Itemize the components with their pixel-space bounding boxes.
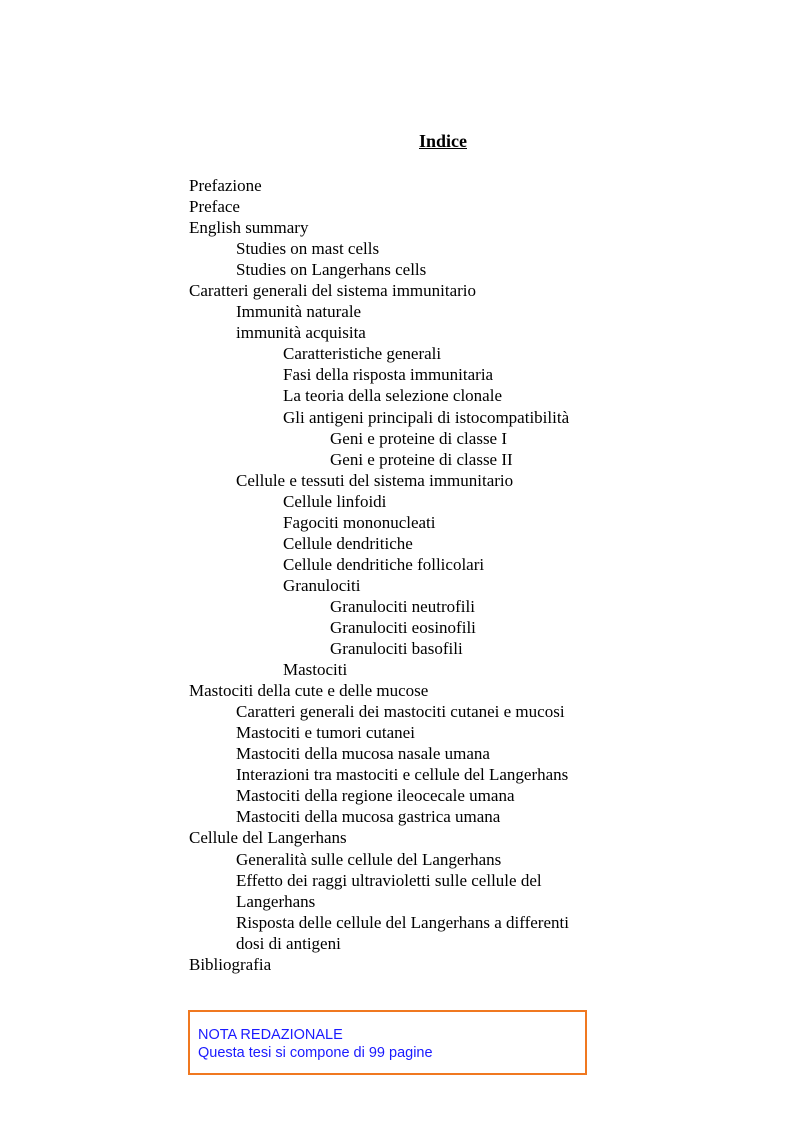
toc-entry: dosi di antigeni	[236, 933, 341, 953]
toc-entry: Caratteri generali del sistema immunitario	[189, 281, 477, 301]
toc-entry: Studies on mast cells	[236, 239, 380, 259]
toc-entry: Mastociti della regione ileocecale umana	[236, 786, 515, 806]
toc-entry: Langerhans	[236, 891, 316, 911]
toc-entry: Geni e proteine di classe I	[330, 428, 508, 448]
toc-entry: immunità acquisita	[236, 323, 366, 343]
toc-entry: La teoria della selezione clonale	[283, 386, 502, 406]
toc-entry: Mastociti della mucosa nasale umana	[236, 744, 490, 764]
toc-entry: Bibliografia	[189, 954, 272, 974]
toc-entry: Generalità sulle cellule del Langerhans	[236, 849, 502, 869]
toc-entry: Cellule del Langerhans	[189, 828, 347, 848]
toc-entry: Risposta delle cellule del Langerhans a differenti	[236, 912, 569, 932]
toc-entry: Granulociti basofili	[330, 639, 463, 659]
toc-entry: Studies on Langerhans cells	[236, 260, 427, 280]
toc-entry: Preface	[189, 197, 240, 217]
toc-entry: Mastociti della cute e delle mucose	[189, 681, 429, 701]
toc-entry: Cellule linfoidi	[283, 491, 387, 511]
toc-entry: Cellule dendritiche follicolari	[283, 554, 485, 574]
page-title: Indice	[418, 131, 467, 151]
table-of-contents	[189, 175, 629, 975]
toc-entry: Interazioni tra mastociti e cellule del Langerhans	[236, 765, 569, 785]
toc-entry: Granulociti	[283, 575, 361, 595]
toc-entry: Mastociti della mucosa gastrica umana	[236, 807, 501, 827]
editorial-note-box	[188, 1010, 587, 1075]
toc-entry: Granulociti eosinofili	[330, 617, 476, 637]
toc-entry: Fasi della risposta immunitaria	[283, 365, 494, 385]
toc-entry: Fagociti mononucleati	[283, 512, 436, 532]
editorial-note-body: Questa tesi si compone di 99 pagine	[198, 1045, 433, 1061]
toc-entry: Mastociti e tumori cutanei	[236, 723, 415, 743]
toc-entry: Granulociti neutrofili	[330, 596, 475, 616]
toc-entry: Gli antigeni principali di istocompatibilità	[283, 407, 570, 427]
toc-entry: Cellule e tessuti del sistema immunitario	[236, 470, 514, 490]
toc-entry: Cellule dendritiche	[283, 533, 413, 553]
toc-entry: Effetto dei raggi ultravioletti sulle cellule del	[236, 870, 542, 890]
toc-entry: English summary	[189, 218, 309, 238]
toc-entry: Caratteristiche generali	[283, 344, 442, 364]
toc-entry: Mastociti	[283, 660, 348, 680]
toc-entry: Immunità naturale	[236, 302, 362, 322]
toc-entry: Geni e proteine di classe II	[330, 449, 513, 469]
toc-entry: Prefazione	[189, 176, 262, 195]
editorial-note-heading: NOTA REDAZIONALE	[198, 1027, 343, 1043]
toc-entry: Caratteri generali dei mastociti cutanei e mucosi	[236, 702, 565, 722]
